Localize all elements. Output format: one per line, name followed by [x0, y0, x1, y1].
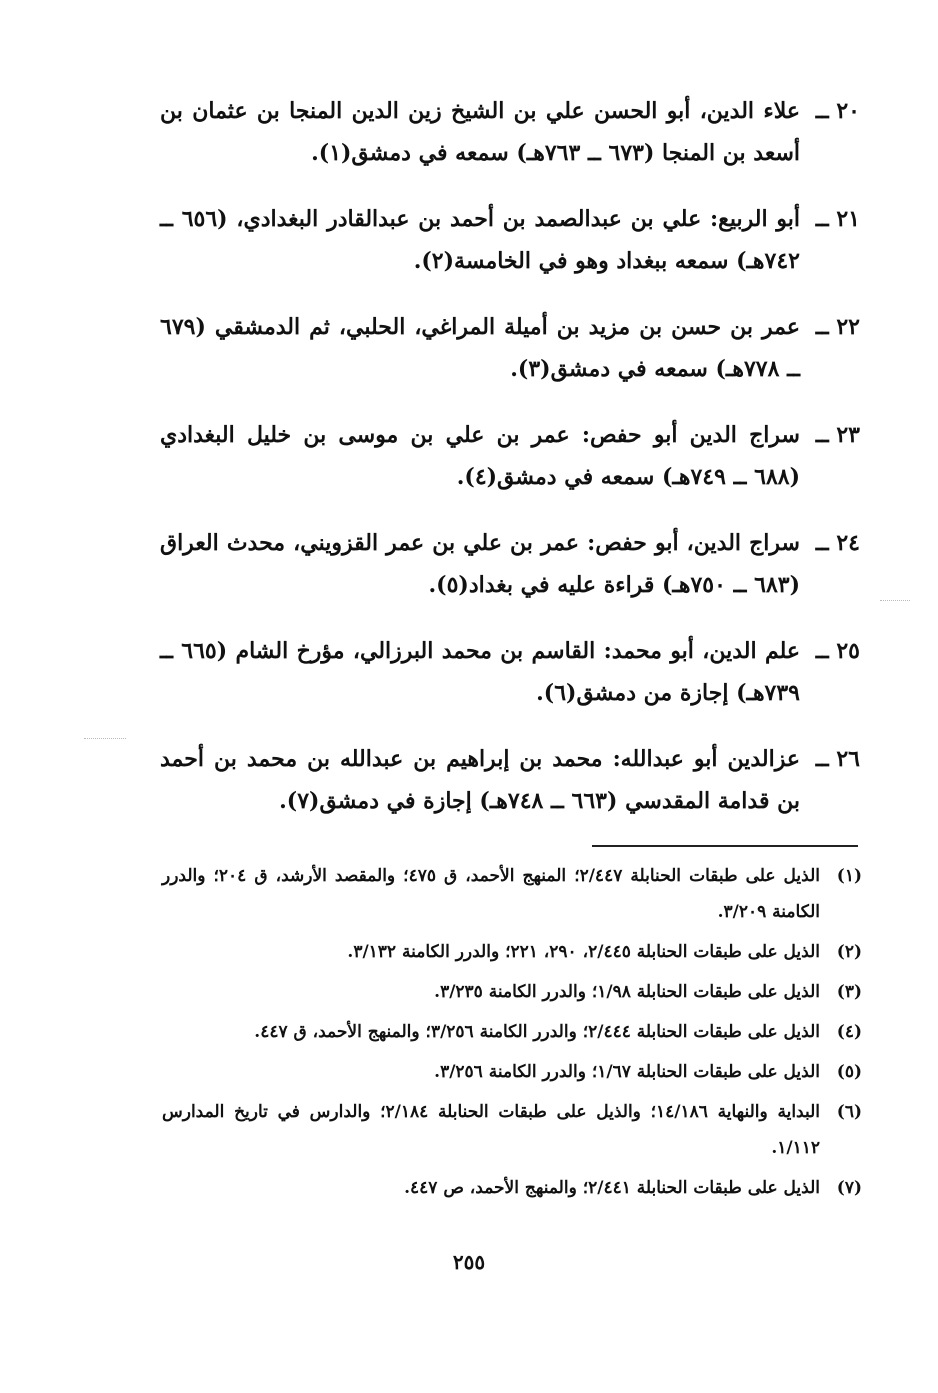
entry-text: أبو الربيع: علي بن عبدالصمد بن أحمد بن عبدالقادر البغدادي، (٦٥٦ ــ ٧٤٢هـ) سمعه ببغداد وهو في الخامسة(٢). — [160, 206, 800, 274]
footnote-number: (٤) — [836, 1022, 862, 1042]
entry-number: ٢١ ــ — [815, 206, 860, 232]
footnotes — [162, 858, 862, 1210]
footnote — [162, 1094, 862, 1166]
entry-text: سراج الدين أبو حفص: عمر بن علي بن موسى بن خليل البغدادي (٦٨٨ ــ ٧٤٩هـ) سمعه في دمشق(٤). — [160, 422, 800, 490]
scan-mark — [84, 738, 126, 739]
list-item — [160, 414, 860, 498]
list-item — [160, 90, 860, 174]
list-item — [160, 306, 860, 390]
footnote-text: الذيل على طبقات الحنابلة ٢/٤٤١؛ والمنهج الأحمد، ص ٤٤٧. — [404, 1178, 820, 1198]
footnote-text: الذيل على طبقات الحنابلة ٢/٤٤٤؛ والدرر الكامنة ٣/٢٥٦؛ والمنهج الأحمد، ق ٤٤٧. — [254, 1022, 820, 1042]
list-item — [160, 630, 860, 714]
entry-number: ٢٥ ــ — [815, 638, 860, 664]
footnote-number: (٢) — [836, 942, 862, 962]
footnote-number: (٣) — [836, 982, 862, 1002]
narrators-list — [160, 90, 860, 846]
footnote-separator — [592, 845, 858, 847]
entry-text: عزالدين أبو عبدالله: محمد بن إبراهيم بن عبدالله بن محمد بن أحمد بن قدامة المقدسي (٦٦٣ ــ ٧٤٨هـ) إجازة في دمشق(٧). — [160, 746, 800, 814]
entry-number: ٢٤ ــ — [815, 530, 860, 556]
entry-text: علاء الدين، أبو الحسن علي بن الشيخ زين الدين المنجا بن عثمان بن أسعد بن المنجا (٦٧٣ ــ ٧٦٣هـ) سمعه في دمشق(١). — [160, 98, 800, 166]
footnote — [162, 934, 862, 970]
footnote-text: الذيل على طبقات الحنابلة ١/٩٨؛ والدرر الكامنة ٣/٢٣٥. — [434, 982, 820, 1002]
entry-text: سراج الدين، أبو حفص: عمر بن علي بن عمر القزويني، محدث العراق (٦٨٣ ــ ٧٥٠هـ) قراءة عليه في بغداد(٥). — [160, 530, 800, 598]
entry-number: ٢٣ ــ — [815, 422, 860, 448]
footnote-text: الذيل على طبقات الحنابلة ٢/٤٤٥، ٢٩٠، ٢٢١؛ والدرر الكامنة ٣/١٣٢. — [347, 942, 820, 962]
entry-number: ٢٠ ــ — [815, 98, 860, 124]
footnote-number: (٥) — [836, 1062, 862, 1082]
footnote — [162, 858, 862, 930]
footnote-number: (٦) — [836, 1102, 862, 1122]
entry-number: ٢٦ ــ — [815, 746, 860, 772]
footnote — [162, 974, 862, 1010]
list-item — [160, 738, 860, 822]
footnote — [162, 1014, 862, 1050]
footnote-text: الذيل على طبقات الحنابلة ٢/٤٤٧؛ المنهج الأحمد، ق ٤٧٥؛ والمقصد الأرشد، ق ٢٠٤؛ والدرر الكامنة ٣/٢٠٩. — [162, 866, 820, 922]
entry-text: علم الدين، أبو محمد: القاسم بن محمد البرزالي، مؤرخ الشام (٦٦٥ ــ ٧٣٩هـ) إجازة من دمشق(٦). — [160, 638, 800, 706]
entry-text: عمر بن حسن بن مزيد بن أميلة المراغي، الحلبي، ثم الدمشقي (٦٧٩ ــ ٧٧٨هـ) سمعه في دمشق(٣). — [160, 314, 800, 382]
footnote-text: الذيل على طبقات الحنابلة ١/٦٧؛ والدرر الكامنة ٣/٢٥٦. — [434, 1062, 820, 1082]
entry-number: ٢٢ ــ — [815, 314, 860, 340]
footnote-text: البداية والنهاية ١٤/١٨٦؛ والذيل على طبقات الحنابلة ٢/١٨٤؛ والدارس في تاريخ المدارس ١/١١٢. — [162, 1102, 821, 1158]
footnote — [162, 1054, 862, 1090]
scan-mark — [880, 600, 910, 601]
list-item — [160, 522, 860, 606]
footnote-number: (١) — [836, 866, 862, 886]
list-item — [160, 198, 860, 282]
page-number: ٢٥٥ — [452, 1250, 486, 1274]
footnote-number: (٧) — [836, 1178, 862, 1198]
footnote — [162, 1170, 862, 1206]
